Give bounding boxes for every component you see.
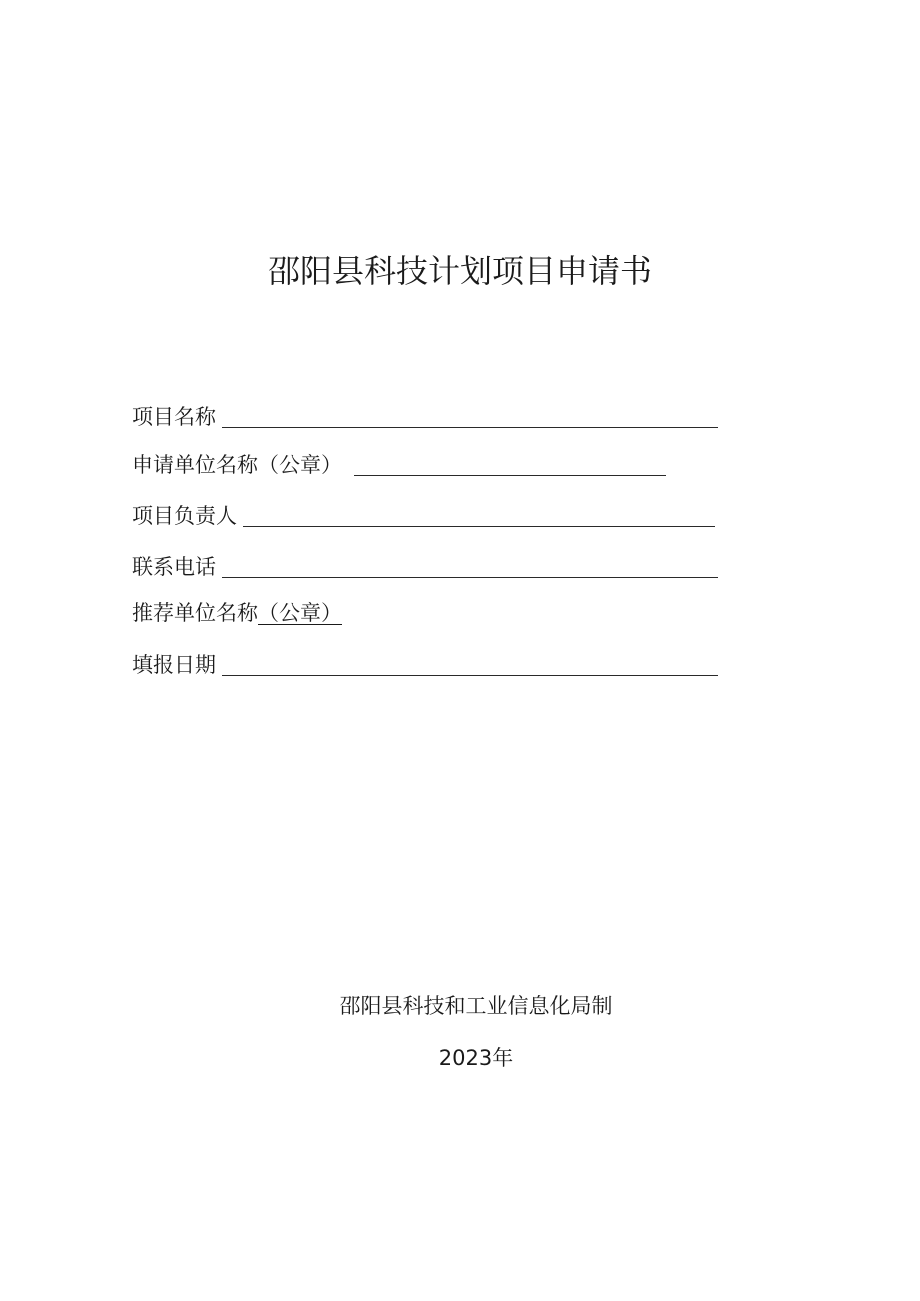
issue-year: 2023年 [438, 1046, 514, 1070]
field-contact-phone [132, 554, 718, 580]
field-label: 项目负责人 [132, 504, 237, 528]
field-recommending-unit [132, 600, 348, 626]
field-label: 联系电话 [132, 555, 216, 579]
project-leader-blank[interactable] [243, 504, 715, 527]
applicant-unit-blank[interactable] [354, 453, 666, 476]
field-label: 填报日期 [132, 653, 216, 677]
fill-date-blank[interactable] [222, 653, 718, 676]
field-project-leader [132, 503, 715, 529]
field-fill-date [132, 652, 718, 678]
field-label: 项目名称 [132, 405, 216, 429]
field-label: 申请单位名称（公章） [132, 453, 342, 477]
contact-phone-blank[interactable] [222, 555, 718, 578]
issuer-text: 邵阳县科技和工业信息化局制 [339, 994, 613, 1018]
recommending-unit-seal-blank[interactable]: （公章） [258, 601, 342, 625]
field-applicant-unit [132, 452, 666, 478]
project-name-blank[interactable] [222, 405, 718, 428]
document-title: 邵阳县科技计划项目申请书 [267, 252, 652, 290]
field-project-name [132, 404, 718, 430]
field-label: 推荐单位名称 [132, 601, 258, 625]
